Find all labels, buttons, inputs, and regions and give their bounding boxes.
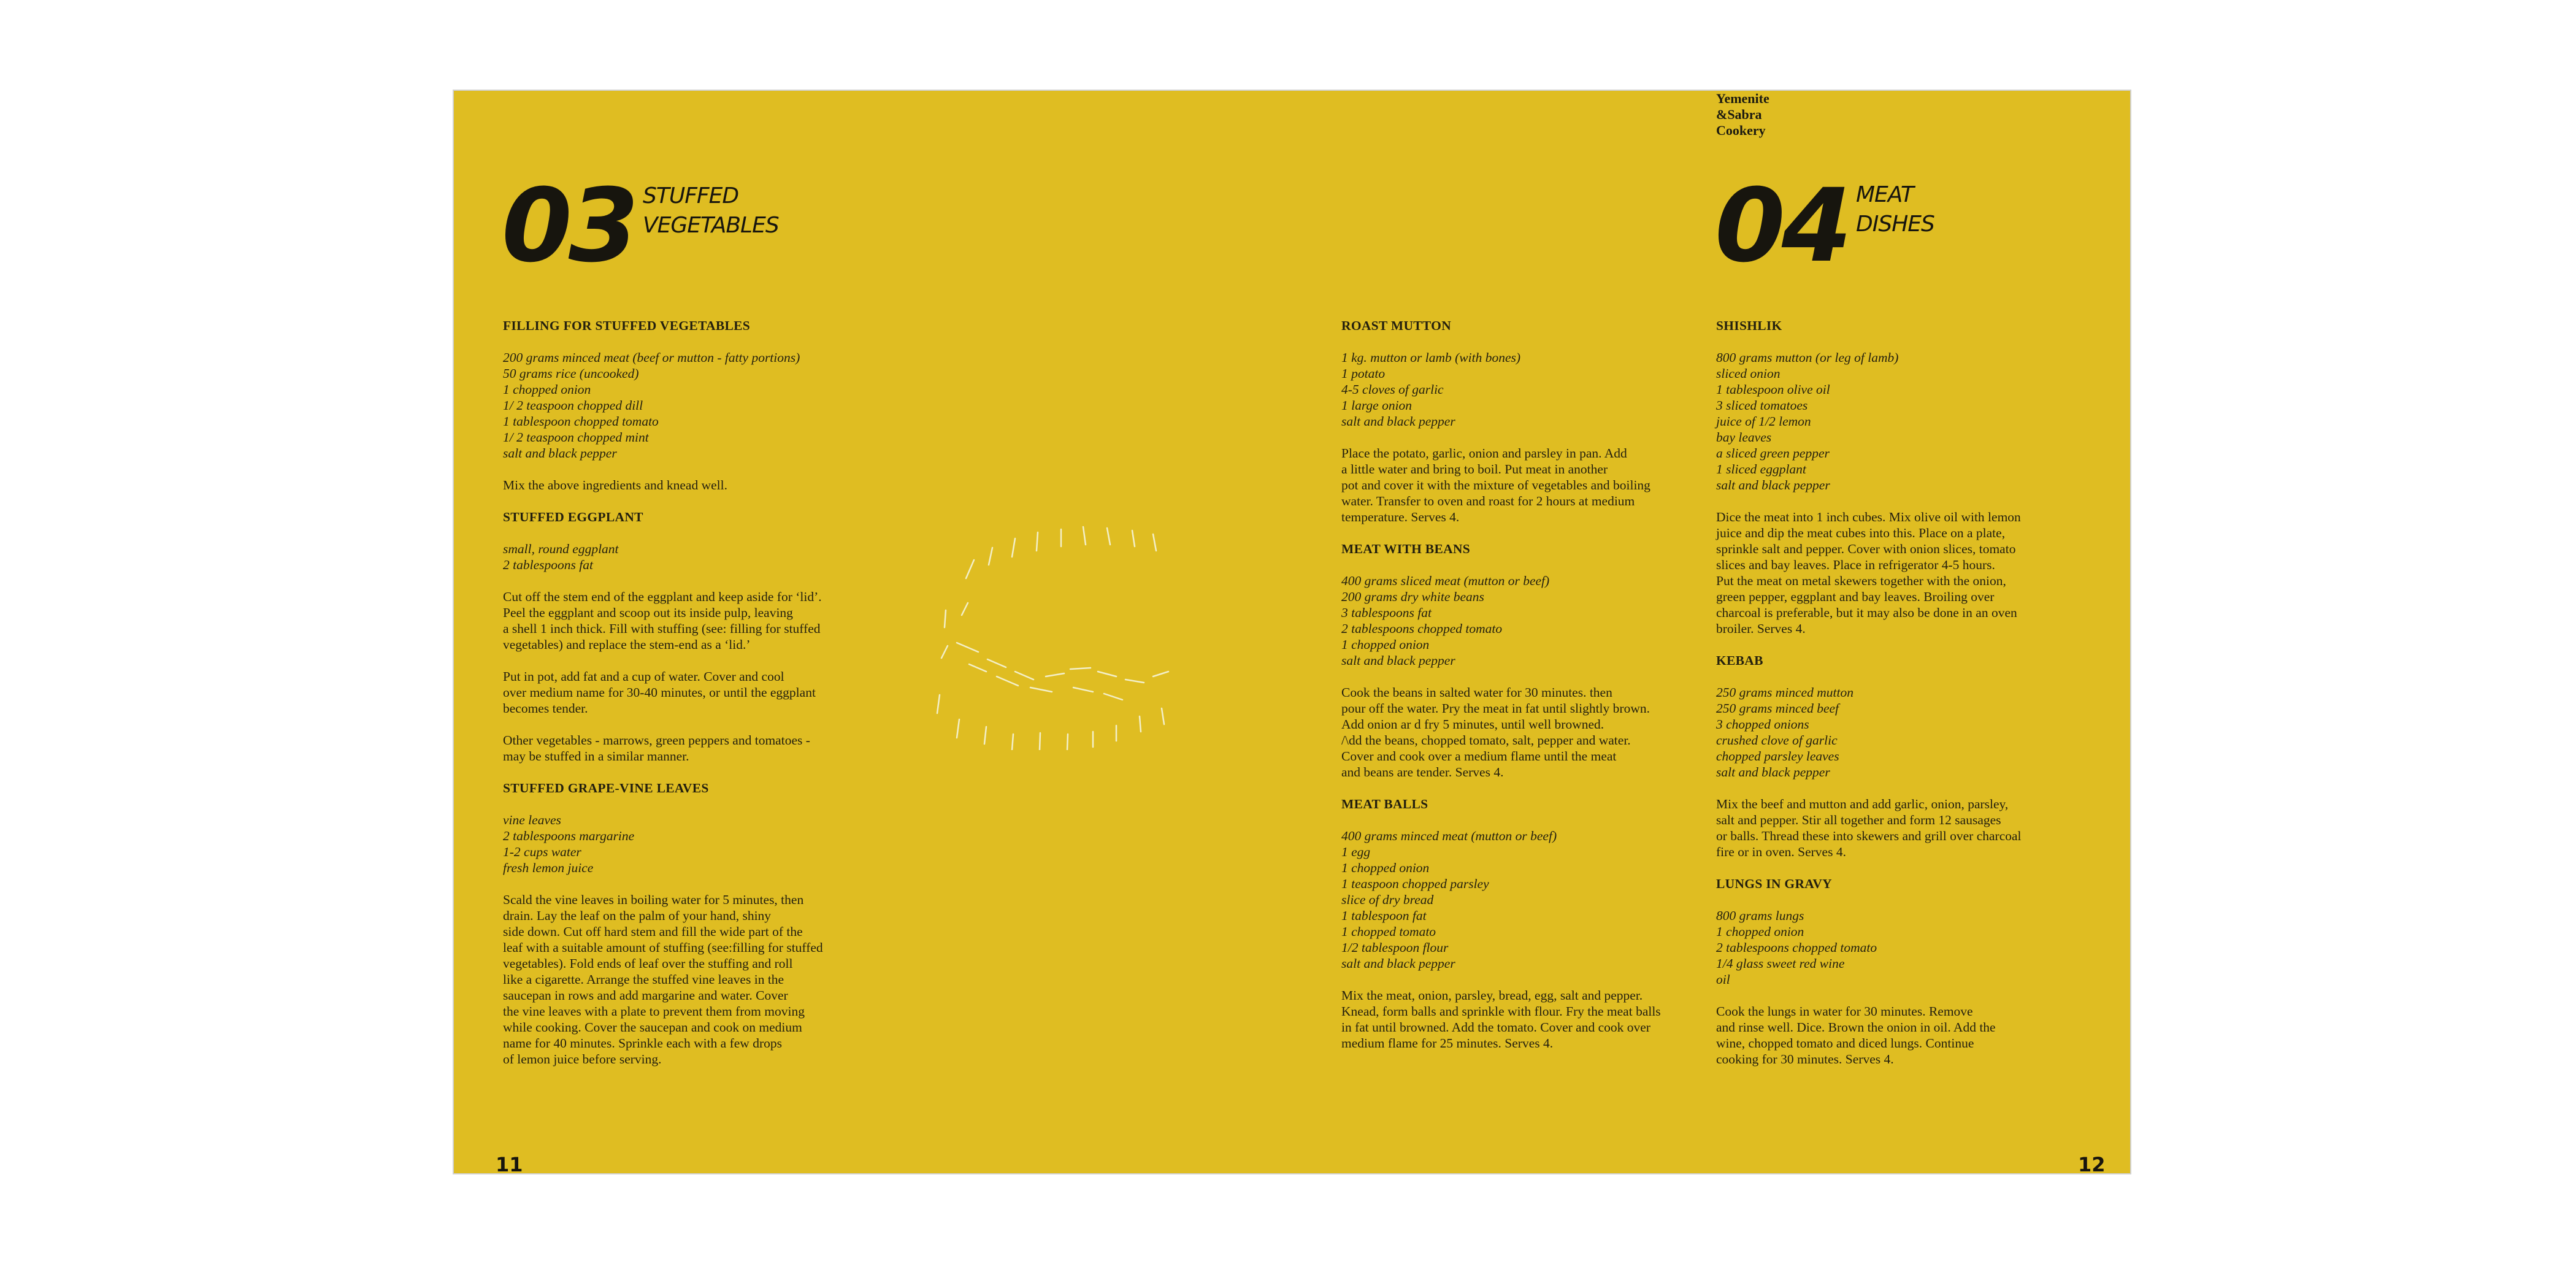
ingredient: 1 chopped onion: [1341, 637, 1430, 652]
instruction-line: or balls. Thread these into skewers and grill over charcoal: [1716, 829, 2022, 843]
recipe: [503, 780, 895, 1067]
page-number: 11: [496, 1153, 523, 1174]
instruction-line: the vine leaves with a plate to prevent them from moving: [503, 1004, 805, 1019]
ingredient: crushed clove of garlic: [1716, 733, 1838, 748]
ingredient: 1 chopped onion: [1716, 924, 1804, 939]
decorative-dash: [1132, 530, 1135, 546]
ingredient: 200 grams dry white beans: [1341, 589, 1484, 604]
ingredient: oil: [1716, 972, 1730, 987]
decorative-dash: [1030, 688, 1052, 692]
ingredient: a sliced green pepper: [1716, 446, 1830, 461]
decorative-dash: [984, 727, 986, 744]
instruction-line: Dice the meat into 1 inch cubes. Mix olive oil with lemon: [1716, 510, 2021, 524]
ingredient: 400 grams minced meat (mutton or beef): [1341, 829, 1557, 843]
ingredient: juice of 1/2 lemon: [1716, 414, 1811, 429]
instruction-paragraph: [503, 732, 895, 764]
chapter-title-line: MEAT: [1856, 182, 1914, 207]
ingredient: 1 sliced eggplant: [1716, 462, 1806, 477]
ingredient: salt and black pepper: [1341, 653, 1455, 668]
chapter-title-line: STUFFED: [643, 183, 739, 209]
ingredient-list: [1341, 828, 1709, 971]
ingredient: 200 grams minced meat (beef or mutton - fatty portions): [503, 350, 800, 365]
instruction-line: Mix the meat, onion, parsley, bread, egg, salt and pepper.: [1341, 988, 1643, 1003]
instruction-line: pot and cover it with the mixture of vegetables and boiling: [1341, 478, 1650, 492]
ingredient: salt and black pepper: [503, 446, 617, 461]
decorative-dash: [962, 603, 968, 615]
ingredient-list: [1341, 350, 1709, 429]
instruction-line: becomes tender.: [503, 701, 588, 716]
brand-line: &Sabra: [1716, 107, 1762, 122]
ingredient: chopped parsley leaves: [1716, 749, 1839, 764]
recipe: [1716, 876, 2109, 1067]
decorative-dash: [1070, 668, 1091, 669]
decorative-dash: [957, 643, 978, 652]
ingredient: 3 sliced tomatoes: [1716, 398, 1808, 413]
ingredient: 3 tablespoons fat: [1341, 605, 1432, 620]
ingredient: 50 grams rice (uncooked): [503, 366, 639, 381]
instruction-line: green pepper, eggplant and bay leaves. Broiling over: [1716, 589, 1995, 604]
ingredient: 250 grams minced mutton: [1716, 685, 1853, 700]
recipe: [1341, 796, 1709, 1051]
recipe: [503, 318, 895, 493]
instruction-paragraph: [1716, 1003, 2109, 1067]
decorative-dash: [957, 719, 959, 738]
instruction-line: saucepan in rows and add margarine and water. Cover: [503, 988, 788, 1003]
decorative-dash: [941, 646, 948, 658]
instruction-line: a little water and bring to boil. Put meat in another: [1341, 462, 1608, 477]
chapter-number: 04: [1715, 167, 1849, 285]
decorative-dash-illustration: [932, 431, 1178, 750]
ingredient: 1 egg: [1341, 845, 1371, 859]
ingredient: 800 grams lungs: [1716, 908, 1804, 923]
ingredient: 800 grams mutton (or leg of lamb): [1716, 350, 1899, 365]
instruction-line: pour off the water. Pry the meat in fat until slightly brown.: [1341, 701, 1650, 716]
chapter-number: 03: [502, 167, 635, 285]
decorative-dash: [1107, 528, 1110, 545]
ingredient: 2 tablespoons chopped tomato: [1341, 621, 1503, 636]
decorative-dash: [1125, 680, 1144, 683]
recipe-title: SHISHLIK: [1716, 318, 1782, 333]
instruction-line: and rinse well. Dice. Brown the onion in oil. Add the: [1716, 1020, 1996, 1035]
decorative-dash: [1098, 672, 1116, 676]
instruction-line: /\dd the beans, chopped tomato, salt, pepper and water.: [1341, 733, 1631, 748]
ingredient-list: [503, 350, 895, 461]
ingredient: fresh lemon juice: [503, 860, 594, 875]
instruction-paragraph: [503, 477, 895, 493]
decorative-dash: [1012, 538, 1015, 557]
decorative-dash: [966, 560, 974, 578]
ingredient: vine leaves: [503, 813, 561, 827]
instruction-line: of lemon juice before serving.: [503, 1052, 662, 1067]
ingredient: 4-5 cloves of garlic: [1341, 382, 1444, 397]
instruction-paragraph: [1341, 987, 1709, 1051]
recipe-title: LUNGS IN GRAVY: [1716, 876, 1832, 891]
ingredient: 1 chopped onion: [503, 382, 591, 397]
decorative-dash: [1046, 673, 1064, 676]
ingredient: 1/ 2 teaspoon chopped mint: [503, 430, 649, 445]
recipe-title: ROAST MUTTON: [1341, 318, 1452, 333]
chapter-title-line: DISHES: [1856, 212, 1934, 237]
instruction-line: in fat until browned. Add the tomato. Cover and cook over: [1341, 1020, 1650, 1035]
brand-logo: [1716, 91, 1769, 139]
instruction-line: salt and pepper. Stir all together and form 12 sausages: [1716, 813, 2001, 827]
decorative-dash: [1067, 734, 1068, 750]
decorative-dash: [1104, 694, 1122, 700]
decorative-dash: [987, 659, 1006, 667]
instruction-line: Cook the lungs in water for 30 minutes. Remove: [1716, 1004, 1973, 1019]
ingredient: slice of dry bread: [1341, 892, 1434, 907]
recipe-column: [1716, 318, 2109, 1083]
recipe-title: STUFFED EGGPLANT: [503, 510, 643, 524]
ingredient: 1 teaspoon chopped parsley: [1341, 876, 1489, 891]
ingredient-list: [1341, 573, 1709, 668]
instruction-line: fire or in oven. Serves 4.: [1716, 845, 1846, 859]
ingredient: 1/2 tablespoon flour: [1341, 940, 1449, 955]
ingredient: 1 tablespoon chopped tomato: [503, 414, 659, 429]
instruction-line: Mix the above ingredients and knead well.: [503, 478, 727, 492]
decorative-dash: [1162, 708, 1164, 724]
instruction-line: juice and dip the meat cubes into this. Place on a plate,: [1716, 526, 2006, 540]
chapter-title: [1856, 180, 1934, 239]
decorative-dash: [1153, 672, 1168, 676]
ingredient: 1/4 glass sweet red wine: [1716, 956, 1845, 971]
ingredient: 1 potato: [1341, 366, 1386, 381]
recipe: [1716, 318, 2109, 637]
page-number: 12: [2078, 1153, 2106, 1174]
recipe-title: KEBAB: [1716, 653, 1763, 668]
ingredient: 2 tablespoons margarine: [503, 829, 635, 843]
ingredient: salt and black pepper: [1341, 956, 1455, 971]
brand-line: Yemenite: [1716, 91, 1769, 106]
instruction-line: slices and bay leaves. Place in refrigerator 4-5 hours.: [1716, 557, 1995, 572]
instruction-paragraph: [503, 892, 895, 1067]
recipe: [1341, 541, 1709, 780]
ingredient-list: [503, 812, 895, 876]
instruction-line: Put the meat on metal skewers together with the onion,: [1716, 573, 2006, 588]
recipe-title: STUFFED GRAPE-VINE LEAVES: [503, 781, 709, 795]
instruction-paragraph: [503, 589, 895, 653]
instruction-line: wine, chopped tomato and diced lungs. Continue: [1716, 1036, 1974, 1051]
ingredient: 1-2 cups water: [503, 845, 581, 859]
instruction-line: cooking for 30 minutes. Serves 4.: [1716, 1052, 1894, 1067]
instruction-line: over medium name for 30-40 minutes, or until the eggplant: [503, 685, 816, 700]
instruction-line: sprinkle salt and pepper. Cover with onion slices, tomato: [1716, 542, 2016, 556]
ingredient: 1 tablespoon fat: [1341, 908, 1427, 923]
instruction-line: side down. Cut off hard stem and fill the wide part of the: [503, 924, 803, 939]
brand-line: Cookery: [1716, 123, 1766, 138]
instruction-line: temperature. Serves 4.: [1341, 510, 1460, 524]
instruction-line: Cook the beans in salted water for 30 minutes. then: [1341, 685, 1612, 700]
ingredient: small, round eggplant: [503, 542, 619, 556]
decorative-dash: [1073, 688, 1093, 692]
ingredient: salt and black pepper: [1716, 478, 1830, 492]
decorative-dash: [989, 548, 992, 565]
instruction-line: Other vegetables - marrows, green peppers and tomatoes -: [503, 733, 810, 748]
instruction-paragraph: [1716, 509, 2109, 637]
decorative-dash: [1012, 734, 1013, 750]
ingredient: 3 chopped onions: [1716, 717, 1809, 732]
ingredient: sliced onion: [1716, 366, 1781, 381]
ingredient: bay leaves: [1716, 430, 1772, 445]
recipe: [1341, 318, 1709, 525]
recipe-column: [503, 318, 895, 1083]
decorative-dash: [1015, 672, 1033, 680]
ingredient-list: [1716, 350, 2109, 493]
recipe-title: MEAT BALLS: [1341, 797, 1428, 811]
instruction-line: Mix the beef and mutton and add garlic, onion, parsley,: [1716, 797, 2009, 811]
instruction-line: Cover and cook over a medium flame until the meat: [1341, 749, 1617, 764]
ingredient: 1 tablespoon olive oil: [1716, 382, 1830, 397]
instruction-line: may be stuffed in a similar manner.: [503, 749, 689, 764]
chapter-title: [643, 182, 779, 240]
book-spread: [453, 90, 2131, 1174]
decorative-dash: [1037, 532, 1038, 551]
decorative-dash: [937, 695, 940, 713]
instruction-line: Place the potato, garlic, onion and parsley in pan. Add: [1341, 446, 1627, 461]
decorative-dash: [945, 610, 946, 627]
ingredient: salt and black pepper: [1341, 414, 1455, 429]
ingredient: 250 grams minced beef: [1716, 701, 1839, 716]
recipe-title: MEAT WITH BEANS: [1341, 542, 1470, 556]
ingredient: 2 tablespoons chopped tomato: [1716, 940, 1877, 955]
ingredient-list: [1716, 908, 2109, 987]
recipe: [503, 509, 895, 764]
instruction-paragraph: [1341, 445, 1709, 525]
instruction-line: leaf with a suitable amount of stuffing (see:filling for stuffed: [503, 940, 823, 955]
instruction-line: water. Transfer to oven and roast for 2 hours at medium: [1341, 494, 1635, 508]
recipe-title: FILLING FOR STUFFED VEGETABLES: [503, 318, 751, 333]
instruction-paragraph: [503, 668, 895, 716]
recipe-column: [1341, 318, 1709, 1067]
ingredient: 1/ 2 teaspoon chopped dill: [503, 398, 643, 413]
ingredient: 2 tablespoons fat: [503, 557, 593, 572]
instruction-line: Put in pot, add fat and a cup of water. Cover and cool: [503, 669, 784, 684]
chapter-title-line: VEGETABLES: [643, 213, 779, 238]
instruction-line: Cut off the stem end of the eggplant and keep aside for ‘lid’.: [503, 589, 822, 604]
instruction-line: like a cigarette. Arrange the stuffed vine leaves in the: [503, 972, 784, 987]
decorative-dash: [1140, 716, 1141, 732]
ingredient: 1 chopped tomato: [1341, 924, 1436, 939]
ingredient: 1 chopped onion: [1341, 860, 1430, 875]
instruction-line: vegetables). Fold ends of leaf over the stuffing and roll: [503, 956, 793, 971]
ingredient: 400 grams sliced meat (mutton or beef): [1341, 573, 1550, 588]
instruction-line: Knead, form balls and sprinkle with flour. Fry the meat balls: [1341, 1004, 1661, 1019]
decorative-dash: [969, 664, 986, 672]
ingredient: 1 kg. mutton or lamb (with bones): [1341, 350, 1521, 365]
instruction-paragraph: [1716, 796, 2109, 860]
instruction-line: drain. Lay the leaf on the palm of your hand, shiny: [503, 908, 772, 923]
instruction-line: vegetables) and replace the stem-end as a ‘lid.’: [503, 637, 751, 652]
ingredient-list: [1716, 684, 2109, 780]
instruction-line: Add onion ar d fry 5 minutes, until well browned.: [1341, 717, 1604, 732]
instruction-line: medium flame for 25 minutes. Serves 4.: [1341, 1036, 1554, 1051]
instruction-line: and beans are tender. Serves 4.: [1341, 765, 1504, 779]
ingredient-list: [503, 541, 895, 573]
ingredient: salt and black pepper: [1716, 765, 1830, 779]
instruction-paragraph: [1341, 684, 1709, 780]
instruction-line: Peel the eggplant and scoop out its inside pulp, leaving: [503, 605, 793, 620]
instruction-line: a shell 1 inch thick. Fill with stuffing (see: filling for stuffed: [503, 621, 821, 636]
decorative-dash: [1083, 527, 1086, 545]
decorative-dash: [1153, 534, 1156, 551]
instruction-line: name for 40 minutes. Sprinkle each with a few drops: [503, 1036, 782, 1051]
recipe: [1716, 653, 2109, 860]
instruction-line: charcoal is preferable, but it may also be done in an oven: [1716, 605, 2017, 620]
decorative-dash: [997, 676, 1018, 686]
instruction-line: broiler. Serves 4.: [1716, 621, 1806, 636]
instruction-line: while cooking. Cover the saucepan and cook on medium: [503, 1020, 802, 1035]
instruction-line: Scald the vine leaves in boiling water for 5 minutes, then: [503, 892, 804, 907]
ingredient: 1 large onion: [1341, 398, 1413, 413]
